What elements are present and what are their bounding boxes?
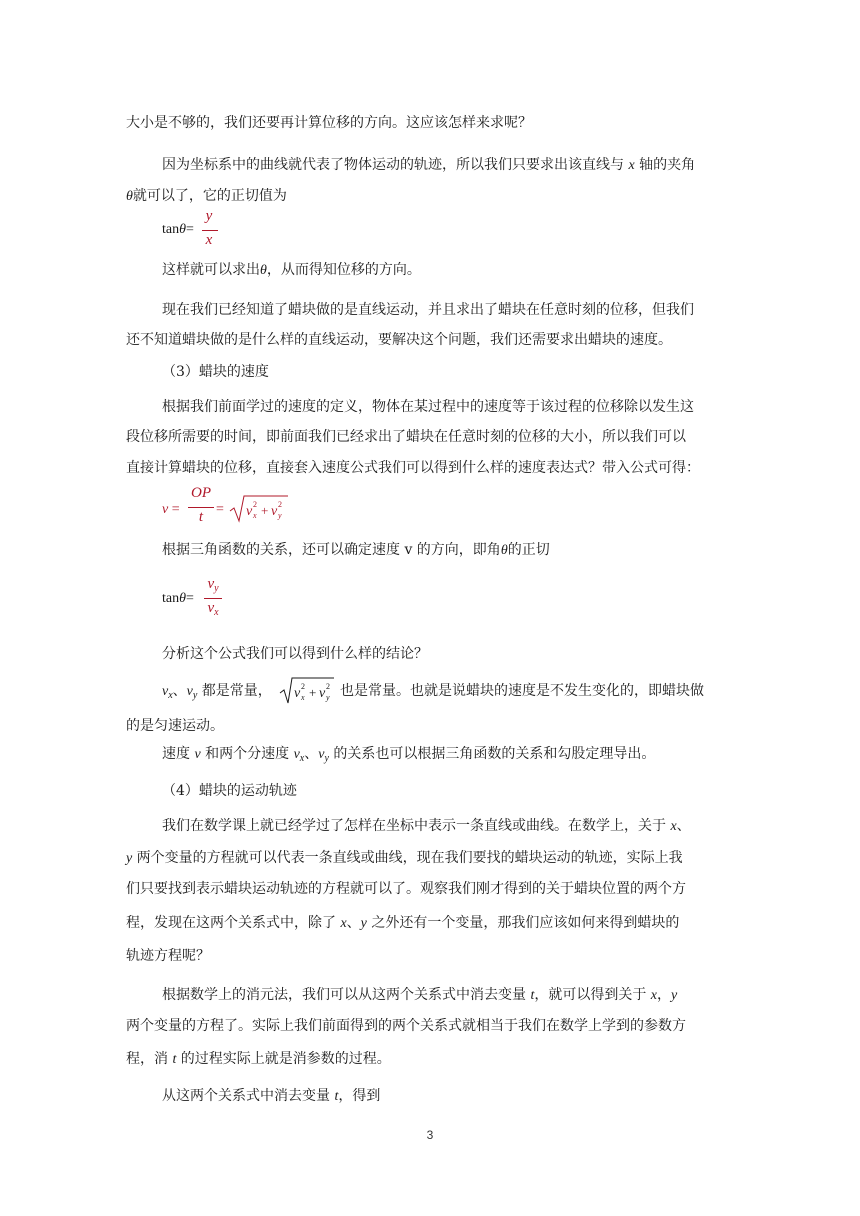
paragraph-line: 因为坐标系中的曲线就代表了物体运动的轨迹，所以我们只要求出该直线与 x 轴的夹角 <box>162 157 696 173</box>
formula-tan-theta-y-x: tanθ= <box>162 222 194 237</box>
paragraph-line: 速度 v 和两个分速度 $v_x$、$v_y$ 的关系也可以根据三角函数的关系和勾股定理导出。 <box>162 746 656 764</box>
paragraph-line: 直接计算蜡块的位移，直接套入速度公式我们可以得到什么样的速度表达式？带入公式可得： <box>126 460 700 476</box>
sqrt-vx2-vy2-inline <box>278 676 336 706</box>
paragraph-line: 根据数学上的消元法，我们可以从这两个关系式中消去变量 t，就可以得到关于 x，y <box>162 987 678 1003</box>
section-heading-4: （4）蜡块的运动轨迹 <box>162 783 297 799</box>
paragraph-line: 分析这个公式我们可以得到什么样的结论？ <box>162 646 428 662</box>
svg-text:x: x <box>301 693 305 702</box>
paragraph-line: 也是常量。也就是说蜡块的速度是不发生变化的，即蜡块做 <box>340 683 704 699</box>
paragraph-line: $v_x$、$v_y$ 都是常量， <box>162 683 272 701</box>
paragraph-line: 程，消 t 的过程实际上就是消参数的过程。 <box>126 1051 391 1067</box>
formula-tan-theta-vy-vx: tanθ= <box>162 591 194 606</box>
paragraph-line: 程，发现在这两个关系式中，除了 x、y 之外还有一个变量，那我们应该如何来得到蜡块的 <box>126 915 680 931</box>
svg-text:+: + <box>309 685 317 700</box>
paragraph-line: 根据我们前面学过的速度的定义，物体在某过程中的速度等于该过程的位移除以发生这 <box>162 399 694 415</box>
svg-text:2: 2 <box>253 500 257 509</box>
svg-text:2: 2 <box>301 682 305 691</box>
formula-velocity: v = <box>162 502 180 517</box>
paragraph-line: 这样就可以求出θ，从而得知位移的方向。 <box>162 262 421 278</box>
paragraph-line: 的是匀速运动。 <box>126 718 224 734</box>
svg-text:v: v <box>294 686 301 701</box>
page-number: 3 <box>426 1128 434 1142</box>
paragraph-line: 两个变量的方程了。实际上我们前面得到的两个关系式就相当于我们在数学上学到的参数方 <box>126 1018 686 1034</box>
svg-text:v: v <box>319 686 326 701</box>
section-heading-3: （3）蜡块的速度 <box>162 364 269 380</box>
paragraph-line: 还不知道蜡块做的是什么样的直线运动，要解决这个问题，我们还需要求出蜡块的速度。 <box>126 332 672 348</box>
paragraph-line: 段位移所需要的时间，即前面我们已经求出了蜡块在任意时刻的位移的大小，所以我们可以 <box>126 429 686 445</box>
document-page: 大小是不够的，我们还要再计算位移的方向。这应该怎样来求呢？ 因为坐标系中的曲线就代表了物体运动的轨迹，所以我们只要求出该直线与 x 轴的夹角 θ就可以了，它的正切值为 tanθ= y x 这样就可以求出θ，从而得知位移的方向。 现在我们已经知道了蜡块做的是直线运动，并且求出了蜡块在任意时刻的位移，但我们 还不知道蜡块做的是什么样的直线运动，要解决这个问题，我们还需要求出蜡块的速度。 （3）蜡块的速度 根据我们前面学过的速度的定义，物体在某过程中的速度等于该过程的位移除以发生这 段位移所需要的时间，即前面我们已经求出了蜡块在任意时刻的位移的大小，所以我们可以 直接计算蜡块的位移，直接套入速度公式我们可以得到什么样的速度表达式？带入公式可得： v = OP t = v x 2 + v y 2 根据三角函数的关系，还可以确定速度 v 的方向，即角θ的正切 tanθ= $v_y$ $v_x$ 分析这个公式我们可以得到什么样的结论？ $v_x$、$v_y$ 都是常量， v x 2 + v y 2 也是常量。也就是说蜡块的速度是不发生变化的，即蜡块做 的是匀速运动。 速度 v 和两个分速度 $v_x$、$v_y$ 的关系也可以根据三角函数的关系和勾股定理导出。 （4）蜡块的运动轨迹 我们在数学课上就已经学过了怎样在坐标中表示一条直线或曲线。在数学上，关于 x、 y 两个变量的方程就可以代表一条直线或曲线，现在我们要找的蜡块运动的轨迹，实际上我 们只要找到表示蜡块运动轨迹的方程就可以了。观察我们刚才得到的关于蜡块位置的两个方 程，发现在这两个关系式中，除了 x、y 之外还有一个变量，那我们应该如何来得到蜡块的 轨迹方程呢？ 根据数学上的消元法，我们可以从这两个关系式中消去变量 t，就可以得到关于 x，y 两个变量的方程了。实际上我们前面得到的两个关系式就相当于我们在数学上学到的参数方 程，消 t 的过程实际上就是消参数的过程。 从这两个关系式中消去变量 t，得到 3 <box>0 0 860 1216</box>
paragraph-line: 从这两个关系式中消去变量 t，得到 <box>162 1088 381 1104</box>
paragraph-line: 我们在数学课上就已经学过了怎样在坐标中表示一条直线或曲线。在数学上，关于 x、 <box>162 818 691 834</box>
sqrt-vx2-vy2-formula <box>228 494 290 524</box>
paragraph-line: 轨迹方程呢？ <box>126 948 210 964</box>
formula-equals: = <box>216 502 224 517</box>
paragraph-line: 们只要找到表示蜡块运动轨迹的方程就可以了。观察我们刚才得到的关于蜡块位置的两个方 <box>126 881 686 897</box>
paragraph-line: y 两个变量的方程就可以代表一条直线或曲线，现在我们要找的蜡块运动的轨迹，实际上我 <box>126 850 683 866</box>
svg-text:2: 2 <box>278 500 282 509</box>
svg-text:x: x <box>253 511 257 520</box>
svg-text:v: v <box>246 504 253 519</box>
svg-text:v: v <box>271 504 278 519</box>
svg-text:+: + <box>261 503 269 518</box>
paragraph-line: 大小是不够的，我们还要再计算位移的方向。这应该怎样来求呢？ <box>126 115 532 131</box>
paragraph-line: 根据三角函数的关系，还可以确定速度 v 的方向，即角θ的正切 <box>162 542 550 558</box>
svg-text:2: 2 <box>326 682 330 691</box>
paragraph-line: θ就可以了，它的正切值为 <box>126 188 287 204</box>
svg-text:y: y <box>278 511 282 520</box>
svg-text:y: y <box>326 693 330 702</box>
paragraph-line: 现在我们已经知道了蜡块做的是直线运动，并且求出了蜡块在任意时刻的位移，但我们 <box>162 302 694 318</box>
